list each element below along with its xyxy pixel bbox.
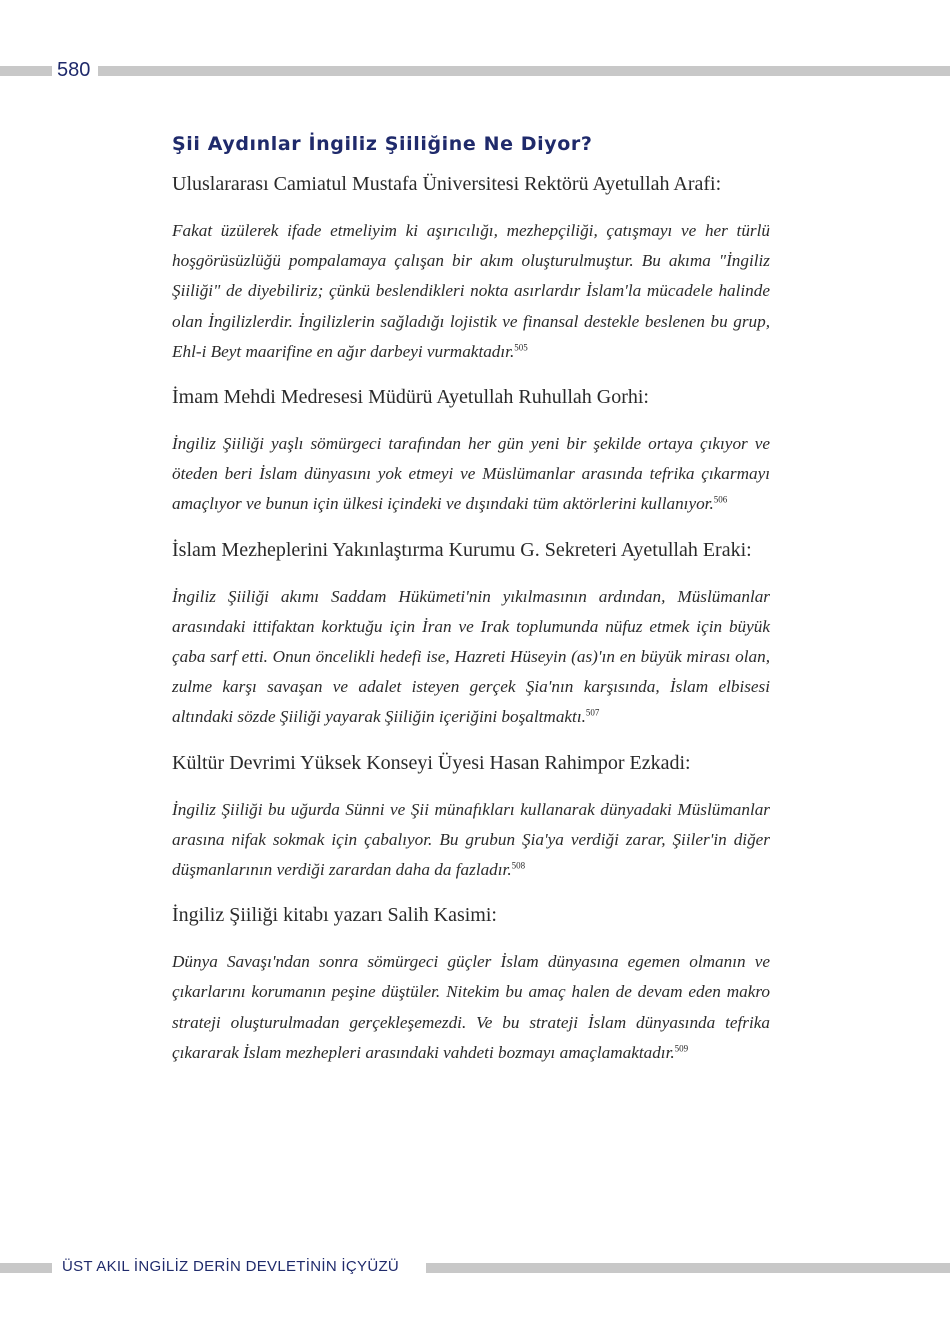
- footnote-marker[interactable]: 509: [674, 1043, 689, 1054]
- header-rule-left: [0, 66, 52, 76]
- footnote-marker[interactable]: 508: [511, 860, 526, 871]
- quote-gorhi: [172, 429, 770, 520]
- header-rule-right: [98, 66, 950, 76]
- speaker-ezkadi: Kültür Devrimi Yüksek Konseyi Üyesi Hasan Rahimpor Ezkadi:: [172, 751, 691, 774]
- quote-text: Fakat üzülerek ifade etmeliyim ki aşırıcılığı, mezhepçiliği, çatışmayı ve her türlü hoşgörüsüzlüğü pompalamaya çalışan bir akım oluşturulmuştur. Bu akıma "İngiliz Şiiliği" de diyebiliriz; çünkü beslendikleri nokta asırlardır İslam'la mücadele halinde olan İngilizlerdir. İngilizlerin sağladığı lojistik ve finansal destekle beslenen bu grup, Ehl-i Beyt maarifine en ağır darbeyi vurmaktadır.: [172, 221, 770, 361]
- quote-text: İngiliz Şiiliği yaşlı sömürgeci tarafından her gün yeni bir şekilde ortaya çıkıyor ve öteden beri İslam dünyasını yok etmeyi ve Müslümanlar arasında tefrika çıkarmayı amaçlıyor ve bunun için ülkesi içindeki ve dışındaki tüm aktörlerini kullanıyor.: [172, 434, 770, 514]
- section-heading: Şii Aydınlar İngiliz Şiiliğine Ne Diyor?: [172, 133, 593, 155]
- footer-book-title: ÜST AKIL İNGİLİZ DERİN DEVLETİNİN İÇYÜZÜ: [62, 1258, 400, 1275]
- footnote-marker[interactable]: 506: [713, 494, 728, 505]
- page-body: [172, 130, 770, 1084]
- page-number: 580: [57, 59, 91, 81]
- quote-kasimi: [172, 947, 770, 1068]
- footnote-marker[interactable]: 505: [514, 342, 528, 353]
- footnote-marker[interactable]: 507: [585, 707, 600, 718]
- footer-rule-right: [426, 1263, 950, 1273]
- speaker-eraki: İslam Mezheplerini Yakınlaştırma Kurumu G. Sekreteri Ayetullah Eraki:: [172, 538, 752, 561]
- footer-rule-left: [0, 1263, 52, 1273]
- quote-arafi: [172, 216, 770, 367]
- quote-text: Dünya Savaşı'ndan sonra sömürgeci güçler İslam dünyasına egemen olmanın ve çıkarlarını korumanın peşine düştüler. Nitekim bu amaç halen de devam eden makro strateji oluşturulmadan gerçekleşemezdi. Ve bu strateji İslam dünyasında tefrika çıkararak İslam mezhepleri arasındaki vahdeti bozmayı amaçlamaktadır.: [172, 952, 770, 1062]
- quote-text: İngiliz Şiiliği bu uğurda Sünni ve Şii münafıkları kullanarak dünyadaki Müslümanlar arasına nifak sokmak için çabalıyor. Bu grubun Şia'ya verdiği zarar, Şiiler'in diğer düşmanlarının verdiği zarardan daha da fazladır.: [172, 799, 770, 880]
- speaker-arafi: Uluslararası Camiatul Mustafa Üniversitesi Rektörü Ayetullah Arafi:: [172, 173, 722, 195]
- speaker-gorhi: İmam Mehdi Medresesi Müdürü Ayetullah Ruhullah Gorhi:: [172, 386, 649, 409]
- quote-ezkadi: [172, 795, 770, 886]
- quote-eraki: [172, 582, 770, 733]
- speaker-kasimi: İngiliz Şiiliği kitabı yazarı Salih Kasimi:: [172, 904, 497, 927]
- quote-text: İngiliz Şiiliği akımı Saddam Hükümeti'nin yıkılmasının ardından, Müslümanlar arasındaki ittifaktan korktuğu için İran ve Irak toplumunda nüfuz etmek için büyük çaba sarf etti. Onun öncelikli hedefi ise, Hazreti Hüseyin (as)'ın en büyük mirası olan, zulme karşı savaşan ve adalet isteyen gerçek Şia'nın karşısında, İslam elbisesi altındaki sözde Şiiliği yayarak Şiiliğin içeriğini boşaltmaktı.: [172, 586, 770, 727]
